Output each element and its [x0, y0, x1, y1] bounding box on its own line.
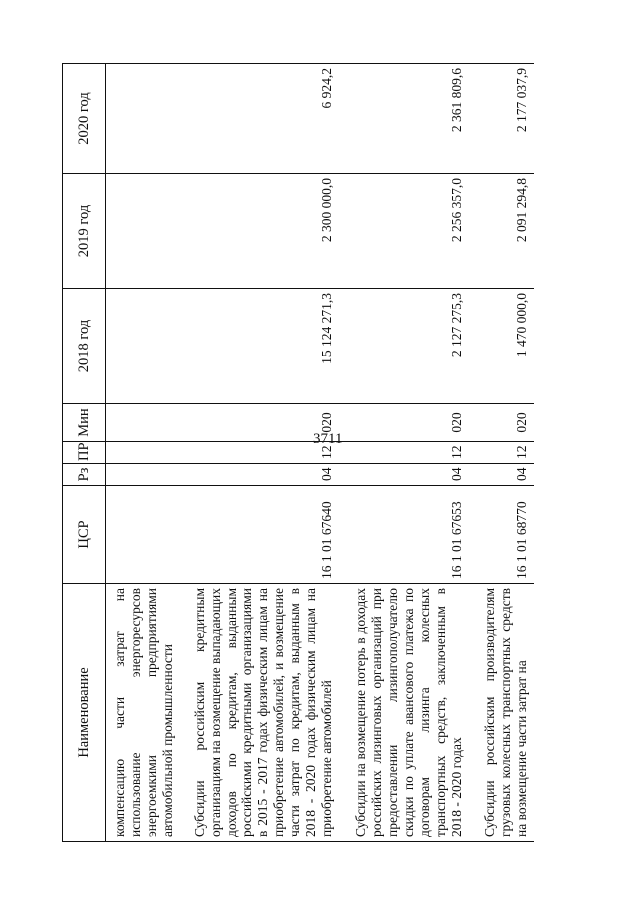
row-csr: 16 1 01 67653 [339, 486, 468, 584]
row-min: 020 [339, 404, 468, 442]
row-csr: 16 1 01 68770 [468, 486, 534, 584]
row-2018 [106, 289, 188, 404]
header-name: Наименование [63, 584, 106, 842]
row-min: 020 [188, 404, 339, 442]
table-row [106, 64, 188, 842]
row-pr: 12 [188, 442, 339, 464]
row-min: 020 [468, 404, 534, 442]
row-2018: 1 470 000,0 [468, 289, 534, 404]
row-name: Субсидии российским производителям грузовых колесных транспортных средств на возмещение части затрат на [468, 584, 534, 842]
row-2019 [106, 174, 188, 289]
budget-table [62, 63, 534, 842]
row-name: Субсидии российским кредитным организациям на возмещение выпадающих доходов по кредитам, выданным российскими кредитными организациями в 2015 - 2017 годах физическим лицам на приобретение автомобилей, и возмещение части затрат по кредитам, выданным в 2018 - 2020 годах физическим лицам на приобретение автомобилей [188, 584, 339, 842]
row-2019: 2 091 294,8 [468, 174, 534, 289]
budget-table-frame [62, 64, 602, 842]
row-2020: 2 177 037,9 [468, 64, 534, 174]
header-min: Мин [63, 404, 106, 442]
row-2020: 6 924,2 [188, 64, 339, 174]
header-csr: ЦСР [63, 486, 106, 584]
header-pr: ПР [63, 442, 106, 464]
row-rz: 04 [468, 464, 534, 486]
row-rz: 04 [339, 464, 468, 486]
row-csr: 16 1 01 67640 [188, 486, 339, 584]
table-row [188, 64, 339, 842]
row-pr: 12 [339, 442, 468, 464]
row-pr: 12 [468, 442, 534, 464]
header-row [63, 64, 106, 842]
row-2019: 2 256 357,0 [339, 174, 468, 289]
row-name: Субсидии на возмещение потерь в доходах российских лизинговых организаций при предоставлении лизингополучателю скидки по уплате авансового платежа по договорам лизинга колесных транспортных средств, заключенным в 2018 - 2020 годах [339, 584, 468, 842]
header-rz: Рз [63, 464, 106, 486]
row-min [106, 404, 188, 442]
header-year-2018: 2018 год [63, 289, 106, 404]
row-2018: 15 124 271,3 [188, 289, 339, 404]
row-2019: 2 300 000,0 [188, 174, 339, 289]
table-row [339, 64, 468, 842]
row-csr [106, 486, 188, 584]
row-2020 [106, 64, 188, 174]
row-2018: 2 127 275,3 [339, 289, 468, 404]
row-rz [106, 464, 188, 486]
header-year-2020: 2020 год [63, 64, 106, 174]
row-rz: 04 [188, 464, 339, 486]
row-2020: 2 361 809,6 [339, 64, 468, 174]
row-name: компенсацию части затрат на использование энергоресурсов энергоемкими предприятиями автомобильной промышленности [106, 584, 188, 842]
row-pr [106, 442, 188, 464]
table-row [468, 64, 534, 842]
page-number: 3711 [313, 431, 343, 447]
header-year-2019: 2019 год [63, 174, 106, 289]
